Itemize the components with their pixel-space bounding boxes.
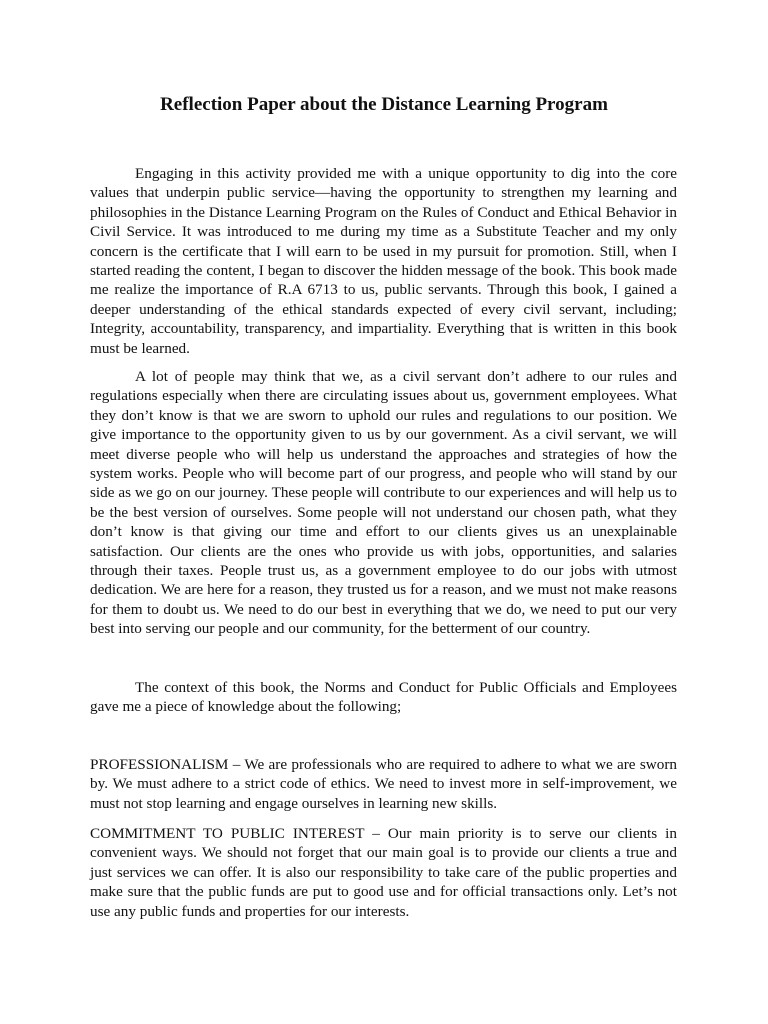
paragraph-civil-servant: A lot of people may think that we, as a civil servant don’t adhere to our rules and regulations especially when there are circulating issues about us, government employees. What they don’t know is that we are sworn to uphold our rules and regulations to our position. We give importance to the opportunity given to us by our government. As a civil servant, we will meet diverse people who will help us understand the approaches and strategies of how the system works. People who will become part of our progress, and people who will stand by our side as we go on our journey. These people will contribute to our experiences and will help us to be the best version of ourselves. Some people will not understand our chosen path, what they don’t know is that giving our time and effort to our clients gives us an unexplainable satisfaction. Our clients are the ones who provide us with jobs, opportunities, and salaries through their taxes. People trust us, as a government employee to do our jobs with utmost dedication. We are here for a reason, they trusted us for a reason, and we must not make reasons for them to doubt us. We need to do our best in everything that we do, we need to put our very best into serving our people and our community, for the betterment of our country. bbox=[90, 368, 677, 638]
document-title: Reflection Paper about the Distance Learning Program bbox=[160, 94, 608, 115]
paragraph-context: The context of this book, the Norms and Conduct for Public Officials and Employees gave me a piece of knowledge about the following; bbox=[90, 679, 677, 716]
paragraph-intro: Engaging in this activity provided me with a unique opportunity to dig into the core values that underpin public service—having the opportunity to strengthen my learning and philosophies in the Distance Learning Program on the Rules of Conduct and Ethical Behavior in Civil Service. It was introduced to me during my time as a Substitute Teacher and my only concern is the certificate that I will earn to be used in my pursuit for promotion. Still, when I started reading the content, I began to discover the hidden message of the book. This book made me realize the importance of R.A 6713 to us, public servants. Through this book, I gained a deeper understanding of the ethical standards expected of every civil servant, including; Integrity, accountability, transparency, and impartiality. Everything that is written in this book must be learned. bbox=[90, 165, 677, 357]
paragraph-professionalism: PROFESSIONALISM – We are professionals who are required to adhere to what we are sworn by. We must adhere to a strict code of ethics. We need to invest more in self-improvement, we must not stop learning and engage ourselves in learning new skills. bbox=[90, 756, 677, 812]
paragraph-public-interest: COMMITMENT TO PUBLIC INTEREST – Our main priority is to serve our clients in convenient ways. We should not forget that our main goal is to provide our clients a true and just services we can offer. It is also our responsibility to take care of the public properties and make sure that the public funds are put to good use and for official transactions only. Let’s not use any public funds and properties for our interests. bbox=[90, 825, 677, 920]
